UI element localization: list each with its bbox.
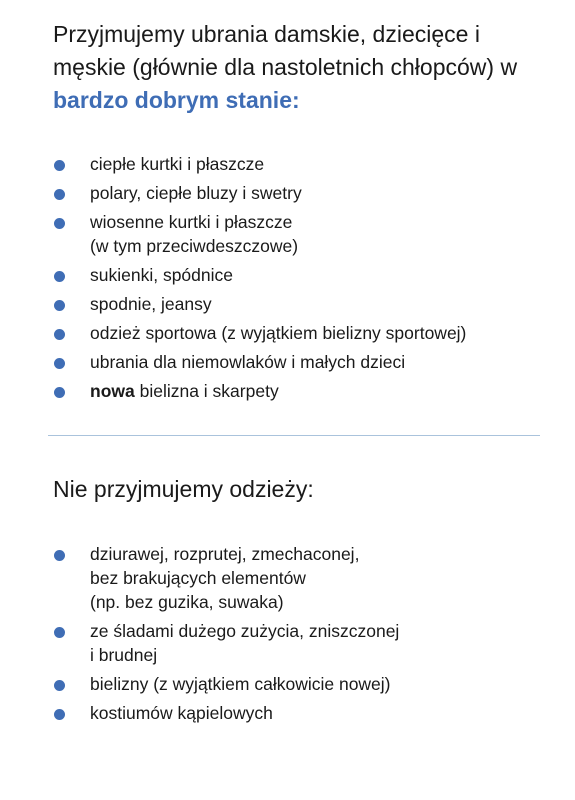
bullet-icon [54,709,65,720]
list-item-text-continued: (np. bez guzika, suwaka) [90,592,284,612]
list-item-text: kostiumów kąpielowych [90,703,273,723]
list-item-text: ze śladami dużego zużycia, zniszczonej [90,621,400,641]
list-item-text: odzież sportowa (z wyjątkiem bielizny sportowej) [90,323,467,343]
list-item [53,152,563,176]
accepted-heading-highlight: bardzo dobrym stanie: [53,87,300,113]
list-item [53,292,563,316]
list-item [53,321,563,345]
list-item [53,350,563,374]
list-item-text [90,379,563,403]
bullet-icon [54,160,65,171]
bullet-icon [54,218,65,229]
list-item [53,379,563,403]
accepted-heading-text: Przyjmujemy ubrania damskie, dziecięce i męskie (głównie dla nastoletnich chłopców) w [53,21,518,80]
list-item-text: dziurawej, rozprutej, zmechaconej, [90,544,360,564]
rejected-heading: Nie przyjmujemy odzieży: [53,476,314,502]
list-item [53,619,563,667]
list-item-text-continued: (w tym przeciwdeszczowe) [90,236,299,256]
list-item-text: sukienki, spódnice [90,265,233,285]
rejected-items-list [53,542,563,730]
bullet-icon [54,680,65,691]
list-item-text-continued: i brudnej [90,645,158,665]
list-item-text: bielizny (z wyjątkiem całkowicie nowej) [90,674,391,694]
bullet-icon [54,300,65,311]
bullet-icon [54,358,65,369]
list-item-text-rest: bielizna i skarpety [134,381,279,401]
accepted-heading [53,18,553,117]
list-item-text: ciepłe kurtki i płaszcze [90,154,265,174]
list-item [53,210,563,258]
bullet-icon [54,387,65,398]
list-item [53,263,563,287]
list-item-text-continued: bez brakujących elementów [90,568,306,588]
bullet-icon [54,329,65,340]
bullet-icon [54,189,65,200]
list-item [53,542,563,614]
bullet-icon [54,550,65,561]
emphasis-new: nowa [90,381,135,401]
list-item-text: wiosenne kurtki i płaszcze [90,212,293,232]
list-item [53,672,563,696]
bullet-icon [54,627,65,638]
accepted-items-list [53,152,563,408]
list-item [53,181,563,205]
list-item-text: spodnie, jeansy [90,294,212,314]
bullet-icon [54,271,65,282]
section-divider [48,435,540,436]
list-item [53,701,563,725]
list-item-text: ubrania dla niemowlaków i małych dzieci [90,352,406,372]
list-item-text: polary, ciepłe bluzy i swetry [90,183,302,203]
